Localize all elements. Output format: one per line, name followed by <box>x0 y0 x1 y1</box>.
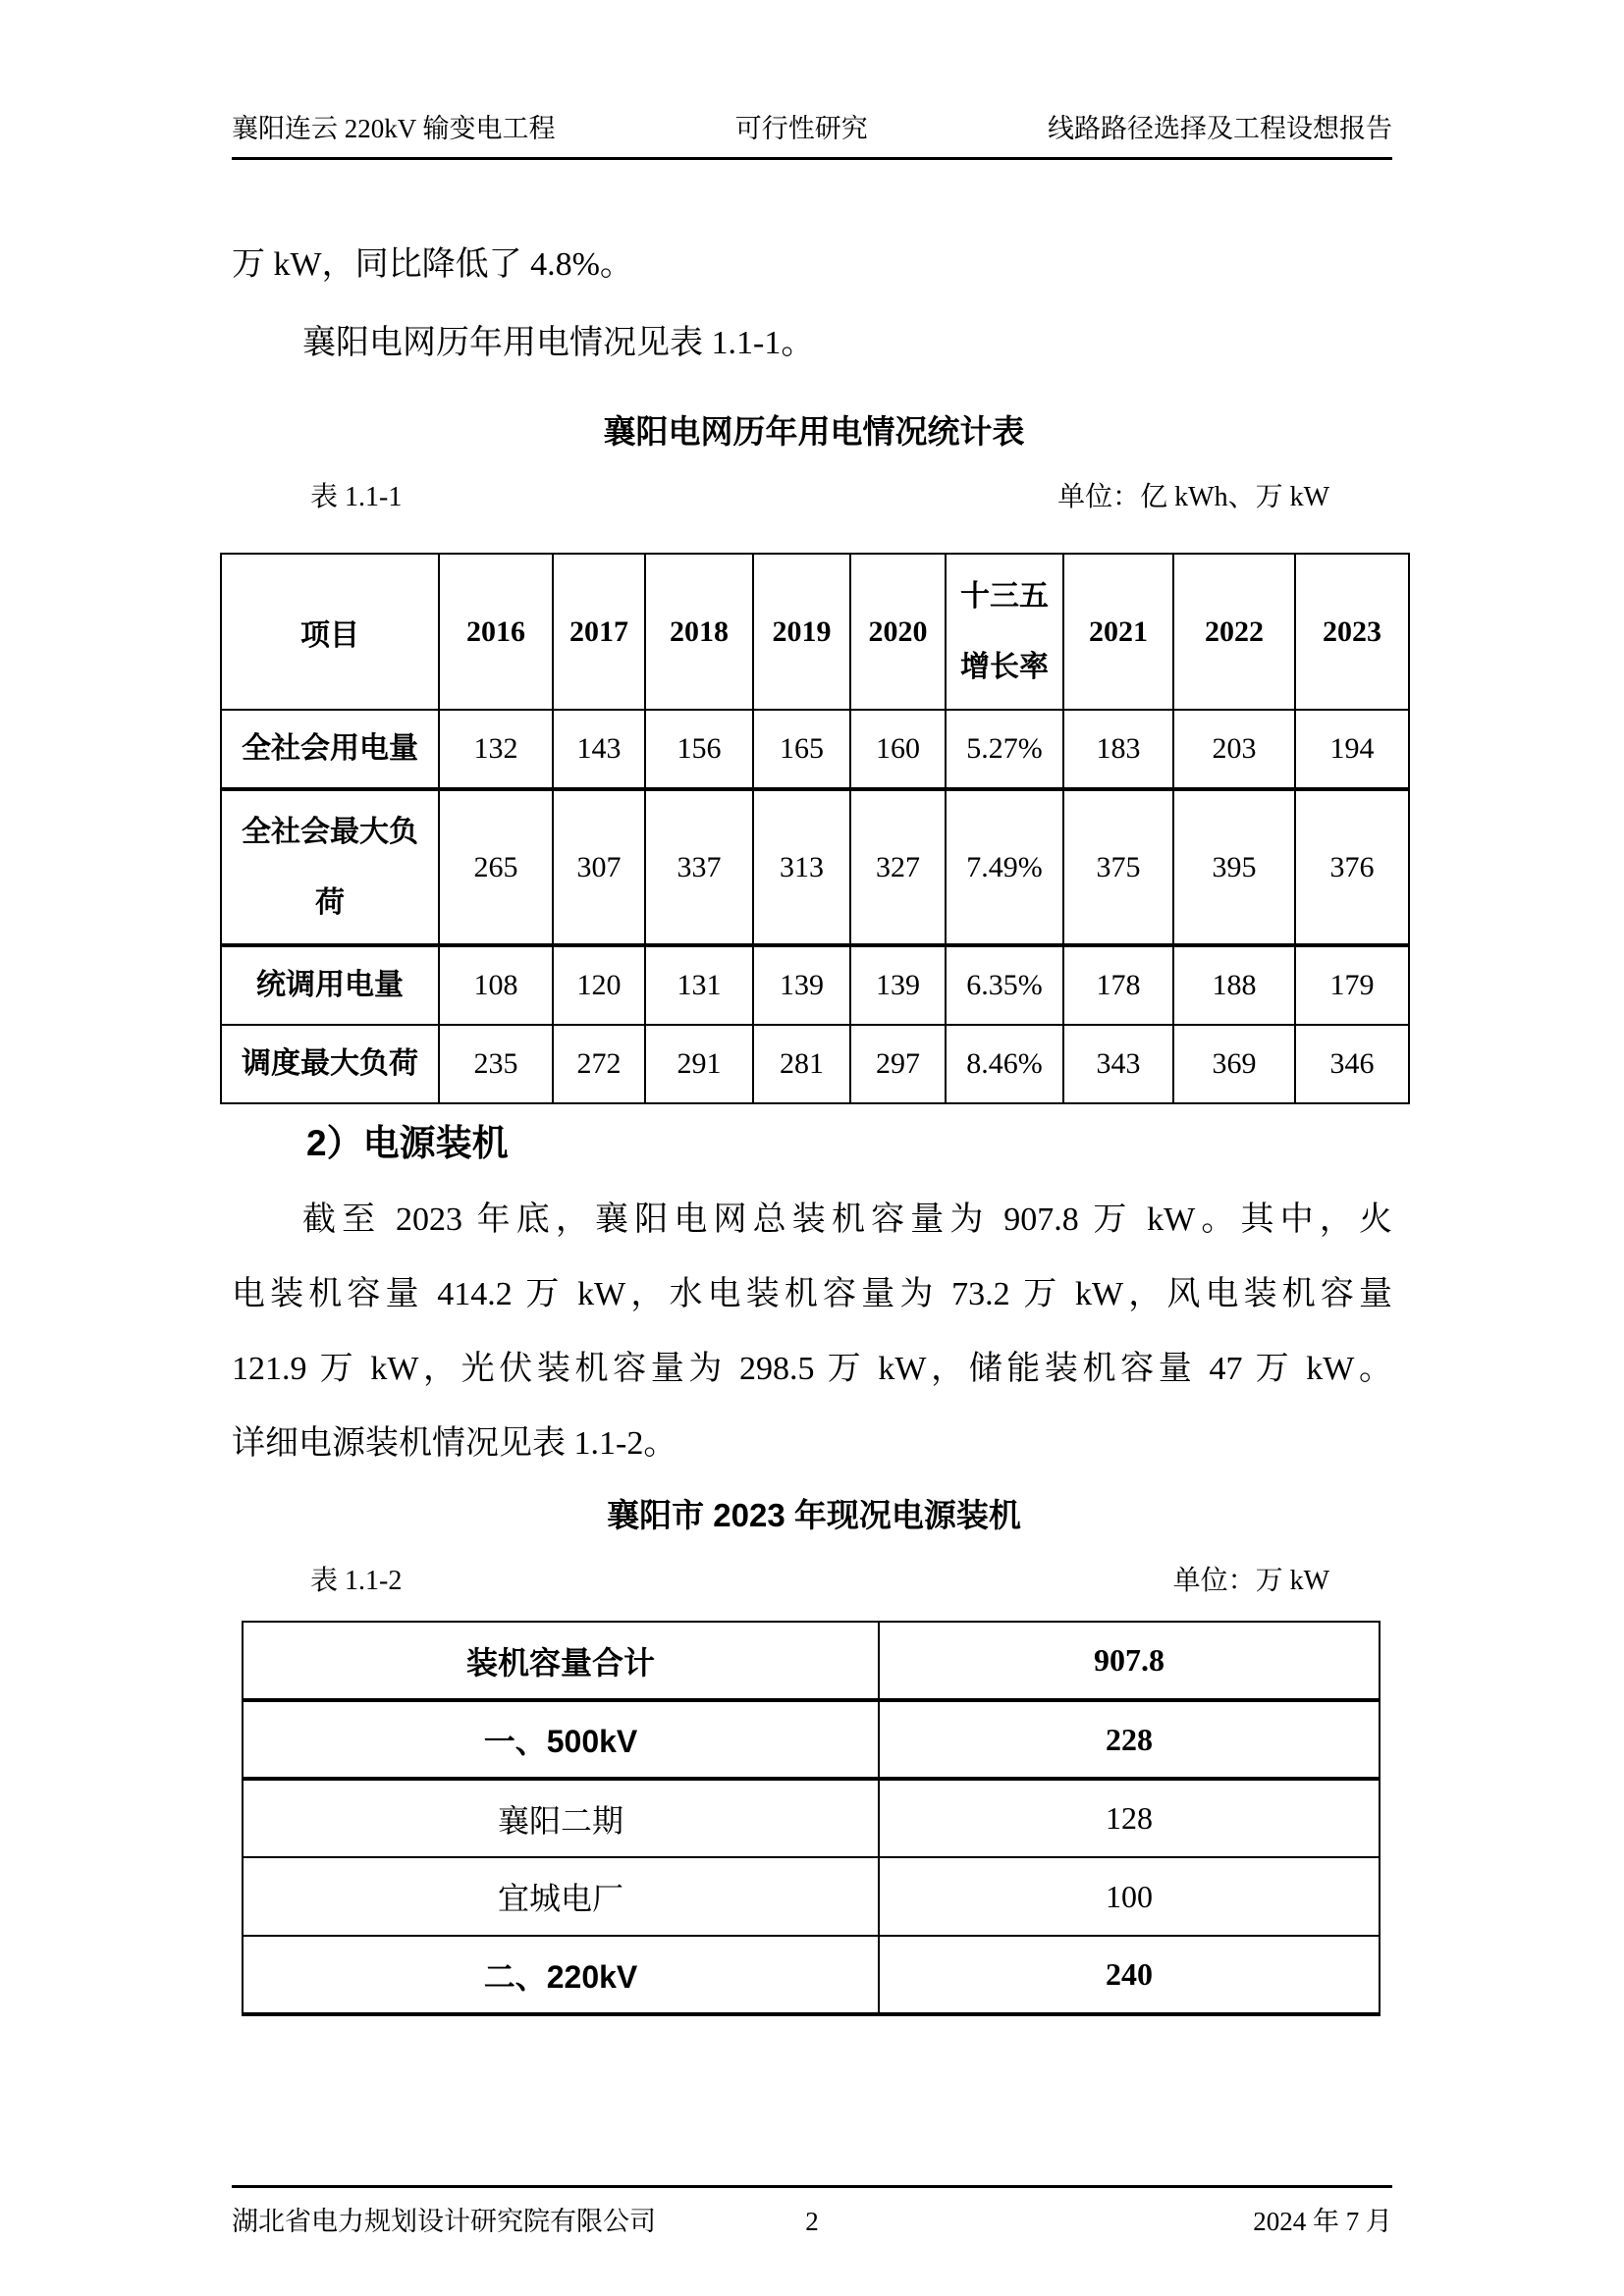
paragraph-line: 截至 2023 年底，襄阳电网总装机容量为 907.8 万 kW。其中，火 <box>302 1201 1392 1238</box>
table1-header-growth <box>946 554 1063 710</box>
cell-value: 132 <box>439 710 553 789</box>
header-doc-type: 可行性研究 <box>734 114 868 143</box>
table1-header-year: 2017 <box>553 554 645 710</box>
growth-line2: 增长率 <box>960 650 1049 683</box>
row-label: 全社会用电量 <box>221 710 439 789</box>
table1-header-row <box>221 554 1409 710</box>
footer-company: 湖北省电力规划设计研究院有限公司 <box>232 2207 656 2236</box>
page-content <box>220 226 1408 2016</box>
cell-value: 343 <box>1063 1025 1173 1103</box>
paragraph-continuation: 万 kW，同比降低了 4.8%。 <box>232 246 633 283</box>
table1-tag: 表 1.1-1 <box>310 482 403 512</box>
table2-title: 襄阳市 2023 年现况电源装机 <box>607 1497 1021 1533</box>
header-report-title: 线路路径选择及工程设想报告 <box>1047 114 1392 143</box>
cell-value: 395 <box>1173 789 1295 945</box>
table2-row-xiangyang-phase2 <box>243 1779 1380 1857</box>
cell-value: 131 <box>645 945 753 1025</box>
cell-value: 313 <box>753 789 850 945</box>
cell-value: 108 <box>439 945 553 1025</box>
cell-value: 376 <box>1295 789 1409 945</box>
cell-value: 228 <box>879 1700 1380 1779</box>
table2-row-220kv <box>243 1936 1380 2014</box>
cell-value: 5.27% <box>946 710 1063 789</box>
cell-value: 128 <box>879 1779 1380 1857</box>
row-label: 一、500kV <box>243 1700 879 1779</box>
cell-value: 139 <box>753 945 850 1025</box>
cell-value: 160 <box>850 710 946 789</box>
cell-value: 327 <box>850 789 946 945</box>
row-label: 统调用电量 <box>221 945 439 1025</box>
cell-value: 337 <box>645 789 753 945</box>
row-label: 装机容量合计 <box>243 1622 879 1700</box>
table1-header-year: 2019 <box>753 554 850 710</box>
cell-value: 307 <box>553 789 645 945</box>
cell-value: 346 <box>1295 1025 1409 1103</box>
cell-value: 178 <box>1063 945 1173 1025</box>
table1-header-year: 2021 <box>1063 554 1173 710</box>
cell-value: 194 <box>1295 710 1409 789</box>
cell-value: 7.49% <box>946 789 1063 945</box>
table2-unit: 单位：万 kW <box>1172 1566 1329 1596</box>
table1-row-max-load <box>221 789 1409 945</box>
table2-caption-row <box>220 1550 1408 1613</box>
table2 <box>242 1621 1380 2016</box>
table2-row-500kv <box>243 1700 1380 1779</box>
cell-value: 369 <box>1173 1025 1295 1103</box>
table1-row-dispatch-max-load <box>221 1025 1409 1103</box>
cell-value: 139 <box>850 945 946 1025</box>
table1-row-consumption <box>221 710 1409 789</box>
cell-value: 240 <box>879 1936 1380 2014</box>
table1-unit: 单位：亿 kWh、万 kW <box>1057 482 1329 512</box>
cell-value: 203 <box>1173 710 1295 789</box>
cell-value: 188 <box>1173 945 1295 1025</box>
table2-row-yicheng-plant <box>243 1857 1380 1936</box>
paragraph-line: 121.9 万 kW，光伏装机容量为 298.5 万 kW，储能装机容量 47 万 kW。 <box>232 1351 1392 1387</box>
cell-value: 375 <box>1063 789 1173 945</box>
paragraph-line: 电装机容量 414.2 万 kW，水电装机容量为 73.2 万 kW，风电装机容量 <box>232 1276 1392 1312</box>
paragraph-line: 详细电源装机情况见表 1.1-2。 <box>232 1425 677 1462</box>
cell-value: 156 <box>645 710 753 789</box>
page-header <box>232 110 1392 160</box>
table1-row-dispatched-consumption <box>221 945 1409 1025</box>
table1-title: 襄阳电网历年用电情况统计表 <box>603 413 1025 450</box>
cell-value: 100 <box>879 1857 1380 1936</box>
footer-date: 2024 年 7 月 <box>1253 2207 1392 2236</box>
cell-value: 120 <box>553 945 645 1025</box>
row-label: 宜城电厂 <box>243 1857 879 1936</box>
table1-header-year: 2016 <box>439 554 553 710</box>
paragraph-table1-ref: 襄阳电网历年用电情况见表 1.1-1。 <box>302 325 815 361</box>
cell-value: 265 <box>439 789 553 945</box>
row-label: 二、220kV <box>243 1936 879 2014</box>
table1-header-item: 项目 <box>221 554 439 710</box>
section-heading-power-installed: 2）电源装机 <box>306 1123 509 1163</box>
header-project-title: 襄阳连云 220kV 输变电工程 <box>232 114 556 143</box>
cell-value: 179 <box>1295 945 1409 1025</box>
growth-line1: 十三五 <box>960 579 1049 613</box>
page-footer <box>232 2185 1392 2239</box>
cell-value: 165 <box>753 710 850 789</box>
cell-value: 235 <box>439 1025 553 1103</box>
cell-value: 907.8 <box>879 1622 1380 1700</box>
row-label: 襄阳二期 <box>243 1779 879 1857</box>
table2-tag: 表 1.1-2 <box>310 1566 403 1596</box>
table1-header-year: 2023 <box>1295 554 1409 710</box>
cell-value: 183 <box>1063 710 1173 789</box>
cell-value: 281 <box>753 1025 850 1103</box>
cell-value: 272 <box>553 1025 645 1103</box>
table1-header-year: 2022 <box>1173 554 1295 710</box>
table2-row-total <box>243 1622 1380 1700</box>
footer-page-number: 2 <box>805 2207 819 2236</box>
cell-value: 143 <box>553 710 645 789</box>
table1 <box>220 553 1410 1104</box>
cell-value: 6.35% <box>946 945 1063 1025</box>
row-label: 调度最大负荷 <box>221 1025 439 1103</box>
table1-header-year: 2020 <box>850 554 946 710</box>
cell-value: 291 <box>645 1025 753 1103</box>
row-label: 全社会最大负 荷 <box>221 789 439 945</box>
cell-value: 8.46% <box>946 1025 1063 1103</box>
table1-caption-row <box>220 466 1408 529</box>
cell-value: 297 <box>850 1025 946 1103</box>
table1-header-year: 2018 <box>645 554 753 710</box>
